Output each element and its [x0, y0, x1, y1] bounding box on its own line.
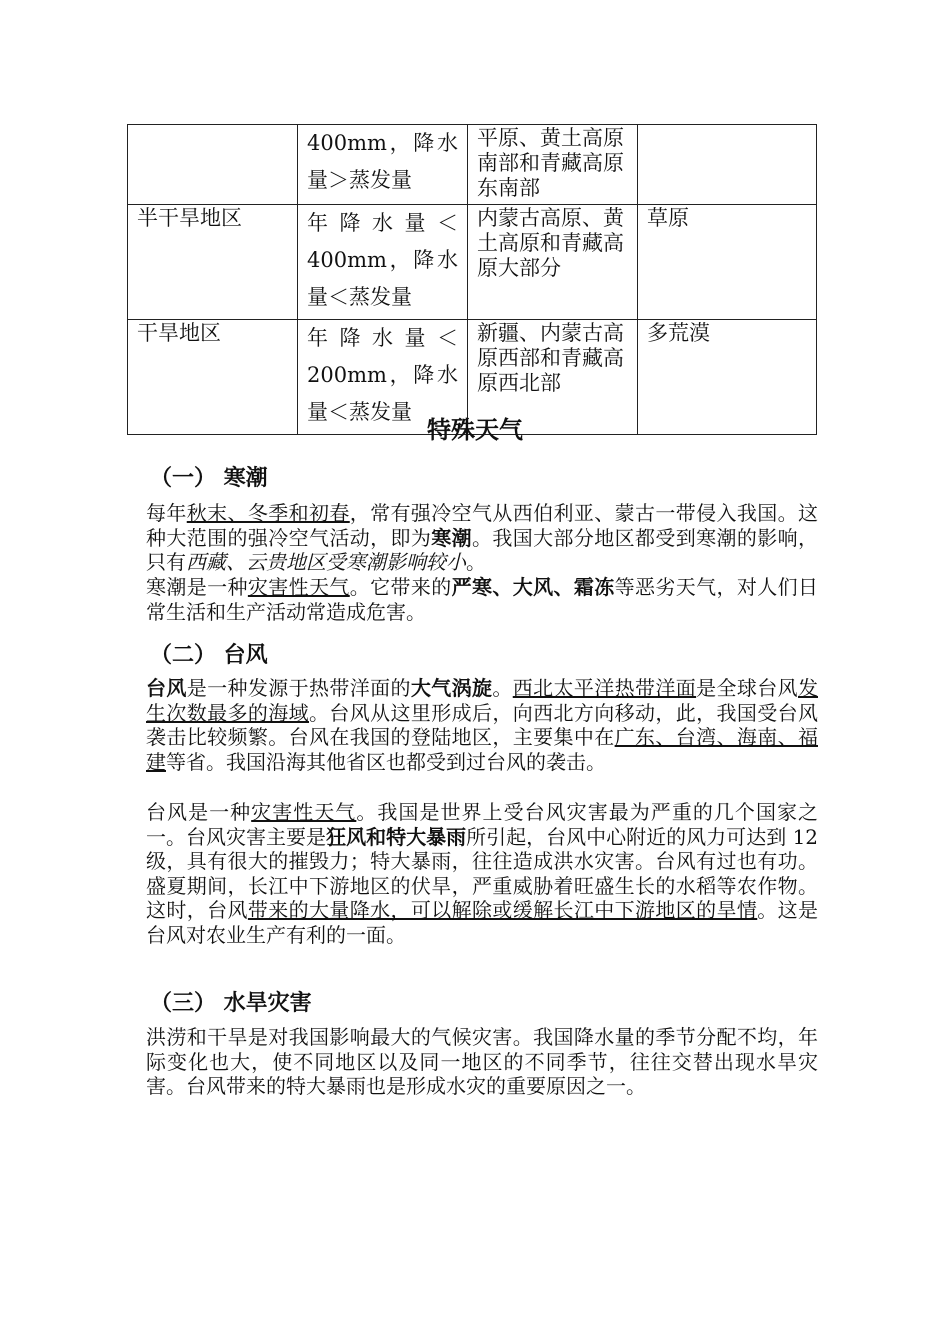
text-run: 。台风从这里形成后，向西北方向移动，此，我国受台风袭击比较频繁。台风在我国的登陆地区，主要集中在 [146, 700, 818, 749]
text-run: 大气涡旋 [410, 676, 493, 700]
vegetation-cell: 多荒漠 [638, 320, 817, 435]
paragraph [146, 800, 818, 947]
table-row [128, 205, 817, 320]
text-run: 寒潮是一种 [146, 575, 248, 599]
text-run: 灾害性天气 [251, 800, 357, 824]
region-cell [128, 125, 298, 205]
text-run: 。这是台风对农业生产有利的一面。 [146, 898, 818, 947]
text-run: 每年 [146, 501, 187, 525]
text-run: 严寒、大风、霜冻 [451, 575, 615, 599]
text-run: 。 [466, 550, 486, 574]
area-cell: 内蒙古高原、黄土高原和青藏高原大部分 [468, 205, 638, 320]
paragraph [146, 575, 818, 624]
text-run: 等恶劣天气，对人们日常生活和生产活动常造成危害。 [146, 575, 818, 624]
condition-cell: 年降水量＜ 200mm，降水 量＜蒸发量 [298, 320, 468, 435]
text-run: 广东、台湾、海南、福建 [146, 725, 818, 774]
section-heading-typhoon: （二） 台风 [150, 642, 268, 668]
paragraph [146, 676, 818, 774]
page-title: 特殊天气 [427, 415, 523, 444]
text-run: 洪涝和干旱是对我国影响最大的气候灾害。我国降水量的季节分配不均，年际变化也大，使不同地区以及同一地区的不同季节，往往交替出现水旱灾害。台风带来的特大暴雨也是形成水灾的重要原因之一。 [146, 1025, 818, 1098]
text-run: 等省。我国沿海其他省区也都受到过台风的袭击。 [166, 749, 606, 774]
paragraph [146, 1025, 818, 1099]
text-run: 狂风和特大暴雨 [326, 824, 467, 849]
text-run: 发生次数最多的海域 [146, 676, 818, 725]
text-run: 是全球台风 [696, 676, 798, 700]
text-run: 台风是一种 [146, 800, 252, 824]
area-cell: 平原、黄土高原南部和青藏高原东南部 [468, 125, 638, 205]
table-row [128, 125, 817, 205]
text-run: 带来的大量降水，可以解除或缓解长江中下游地区的旱情 [247, 898, 758, 922]
section-heading-cold-wave: （一） 寒潮 [150, 465, 268, 491]
text-run: 。我国大部分地区都受到寒潮的影响，只有 [146, 525, 818, 574]
text-run: 所引起，台风中心附近的风力可达到 12 级，具有很大的摧毁力；特大暴雨，往往造成洪水灾害。台风有过也有功。盛夏期间，长江中下游地区的伏旱，严重威胁着旺盛生长的水稻等农作物。这时，台风 [146, 824, 819, 922]
text-run: 是一种发源于热带洋面的 [186, 676, 411, 700]
section-heading-flood-drought: （三） 水旱灾害 [150, 990, 312, 1016]
vegetation-cell: 草原 [638, 205, 817, 320]
text-run: 台风 [146, 676, 187, 700]
text-run: 灾害性天气 [247, 575, 350, 599]
condition-cell: 年降水量＜ 400mm，降水 量＜蒸发量 [298, 205, 468, 320]
text-run: 。 [492, 676, 513, 700]
region-cell: 半干旱地区 [128, 205, 298, 320]
text-run: 寒潮 [431, 525, 472, 550]
climate-table [127, 124, 817, 435]
text-run: 西北太平洋热带洋面 [512, 676, 697, 700]
area-cell: 新疆、内蒙古高原西部和青藏高原西北部 [468, 320, 638, 435]
text-run: 秋末、冬季和初春 [186, 501, 350, 525]
condition-cell: 400mm，降水 量＞蒸发量 [298, 125, 468, 205]
region-cell: 干旱地区 [128, 320, 298, 435]
text-run: 西藏、云贵地区受寒潮影响较小 [186, 550, 466, 574]
text-run: 。它带来的 [349, 575, 452, 599]
vegetation-cell [638, 125, 817, 205]
paragraph [146, 501, 818, 575]
text-run: 。我国是世界上受台风灾害最为严重的几个国家之一。台风灾害主要是 [146, 800, 819, 849]
text-run: ，常有强冷空气从西伯利亚、蒙古一带侵入我国。这种大范围的强冷空气活动，即为 [146, 501, 818, 550]
